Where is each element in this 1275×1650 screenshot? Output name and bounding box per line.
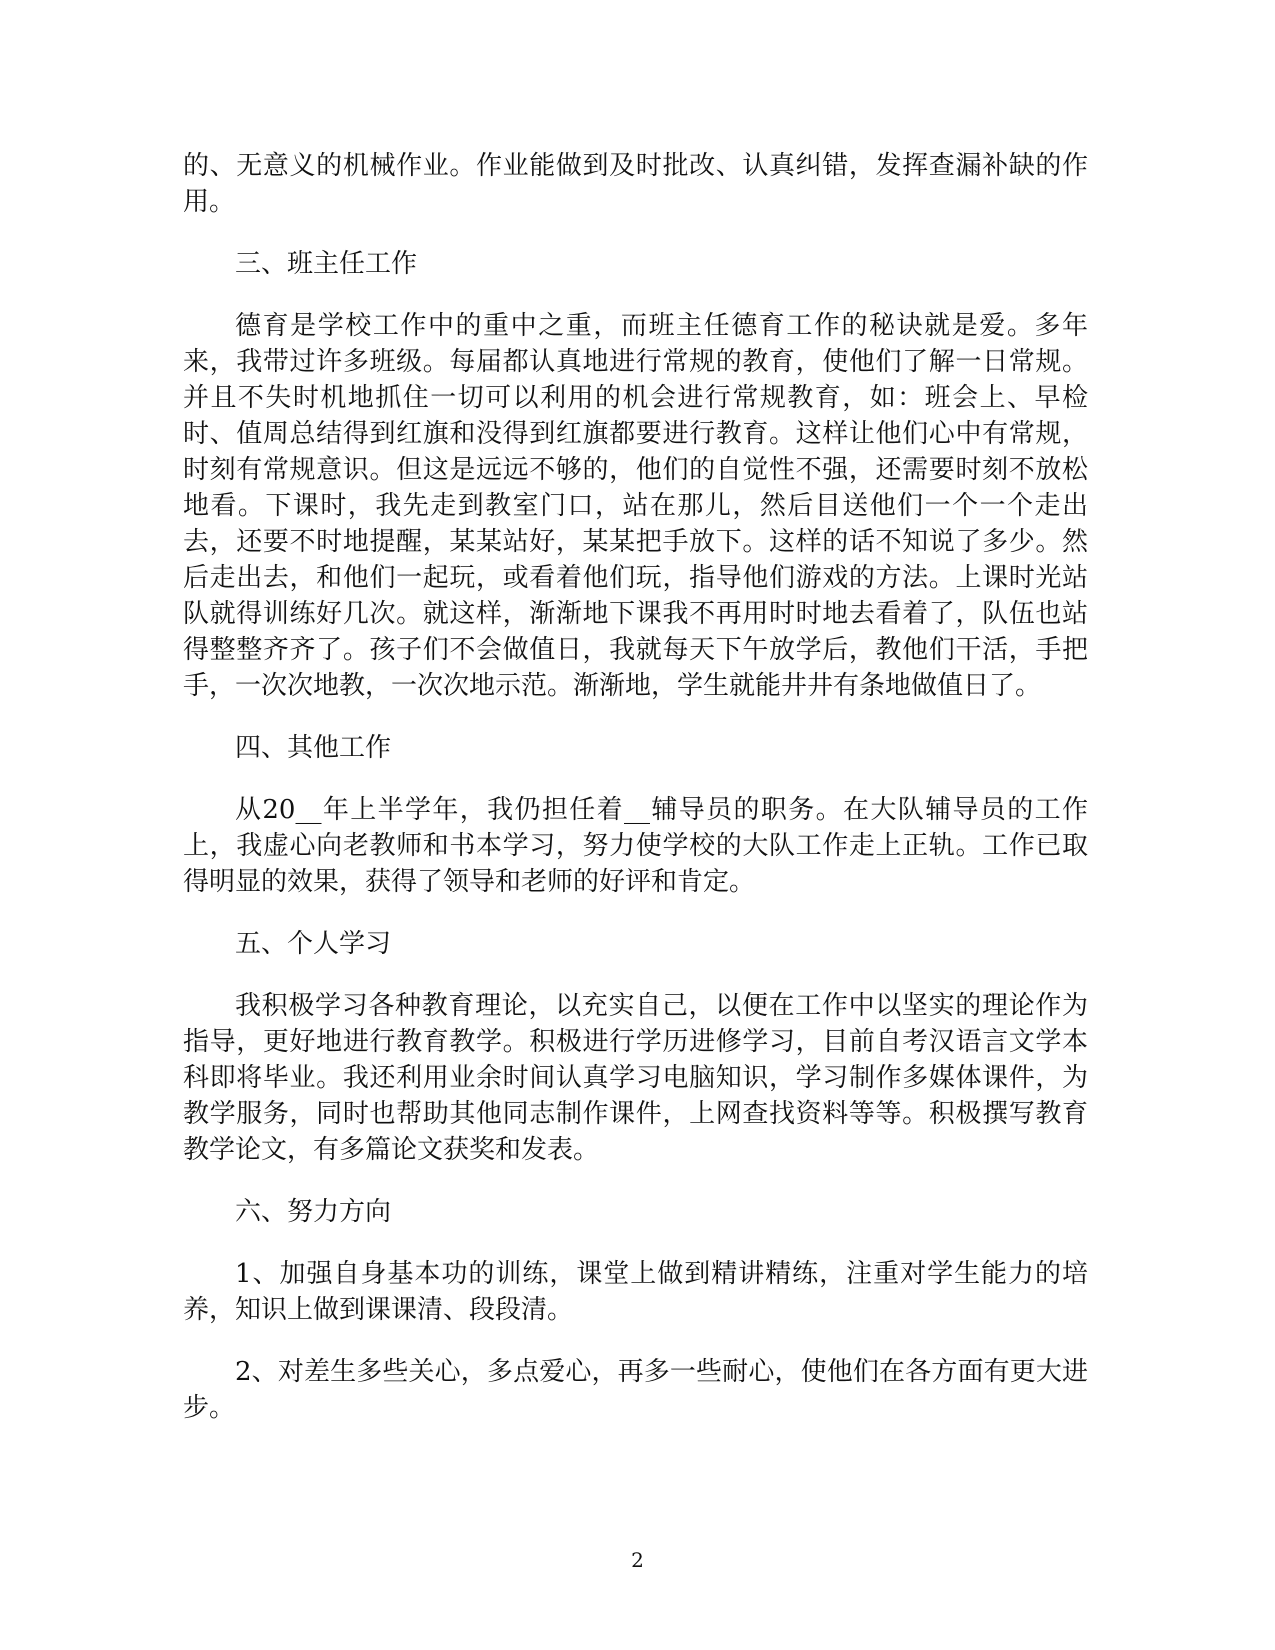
heading-future-direction: 六、努力方向 — [235, 1197, 392, 1227]
heading-other-work: 四、其他工作 — [235, 733, 392, 763]
paragraph-counselor-duties: 从20__年上半学年，我仍担任着__辅导员的职务。在大队辅导员的工作上，我虚心向老教师和书本学习，努力使学校的大队工作走上正轨。工作已取得明显的效果，获得了领导和老师的好评和肯定。 — [183, 795, 1088, 897]
heading-personal-study: 五、个人学习 — [235, 929, 392, 959]
paragraph-moral-education: 德育是学校工作中的重中之重，而班主任德育工作的秘诀就是爱。多年来，我带过许多班级。每届都认真地进行常规的教育，使他们了解一日常规。并且不失时机地抓住一切可以利用的机会进行常规教育，如：班会上、早检时、值周总结得到红旗和没得到红旗都要进行教育。这样让他们心中有常规，时刻有常规意识。但这是远远不够的，他们的自觉性不强，还需要时刻不放松地看。下课时，我先走到教室门口，站在那儿，然后目送他们一个一个走出去，还要不时地提醒，某某站好，某某把手放下。这样的话不知说了多少。然后走出去，和他们一起玩，或看着他们玩，指导他们游戏的方法。上课时光站队就得训练好几次。就这样，渐渐地下课我不再用时时地去看着了，队伍也站得整整齐齐了。孩子们不会做值日，我就每天下午放学后，教他们干活，手把手，一次次地教，一次次地示范。渐渐地，学生就能井井有条地做值日了。 — [183, 311, 1088, 701]
paragraph-direction-item-1: 1、加强自身基本功的训练，课堂上做到精讲精练，注重对学生能力的培养，知识上做到课课清、段段清。 — [183, 1259, 1088, 1325]
paragraph-continued-homework: 的、无意义的机械作业。作业能做到及时批改、认真纠错，发挥查漏补缺的作用。 — [183, 151, 1088, 217]
heading-class-teacher-work: 三、班主任工作 — [235, 249, 418, 279]
page-number: 2 — [631, 1548, 644, 1572]
paragraph-direction-item-2: 2、对差生多些关心，多点爱心，再多一些耐心，使他们在各方面有更大进步。 — [183, 1357, 1088, 1423]
paragraph-personal-study: 我积极学习各种教育理论，以充实自己，以便在工作中以坚实的理论作为指导，更好地进行教育教学。积极进行学历进修学习，目前自考汉语言文学本科即将毕业。我还利用业余时间认真学习电脑知识，学习制作多媒体课件，为教学服务，同时也帮助其他同志制作课件，上网查找资料等等。积极撰写教育教学论文，有多篇论文获奖和发表。 — [183, 991, 1088, 1165]
document-body — [183, 148, 1088, 1426]
